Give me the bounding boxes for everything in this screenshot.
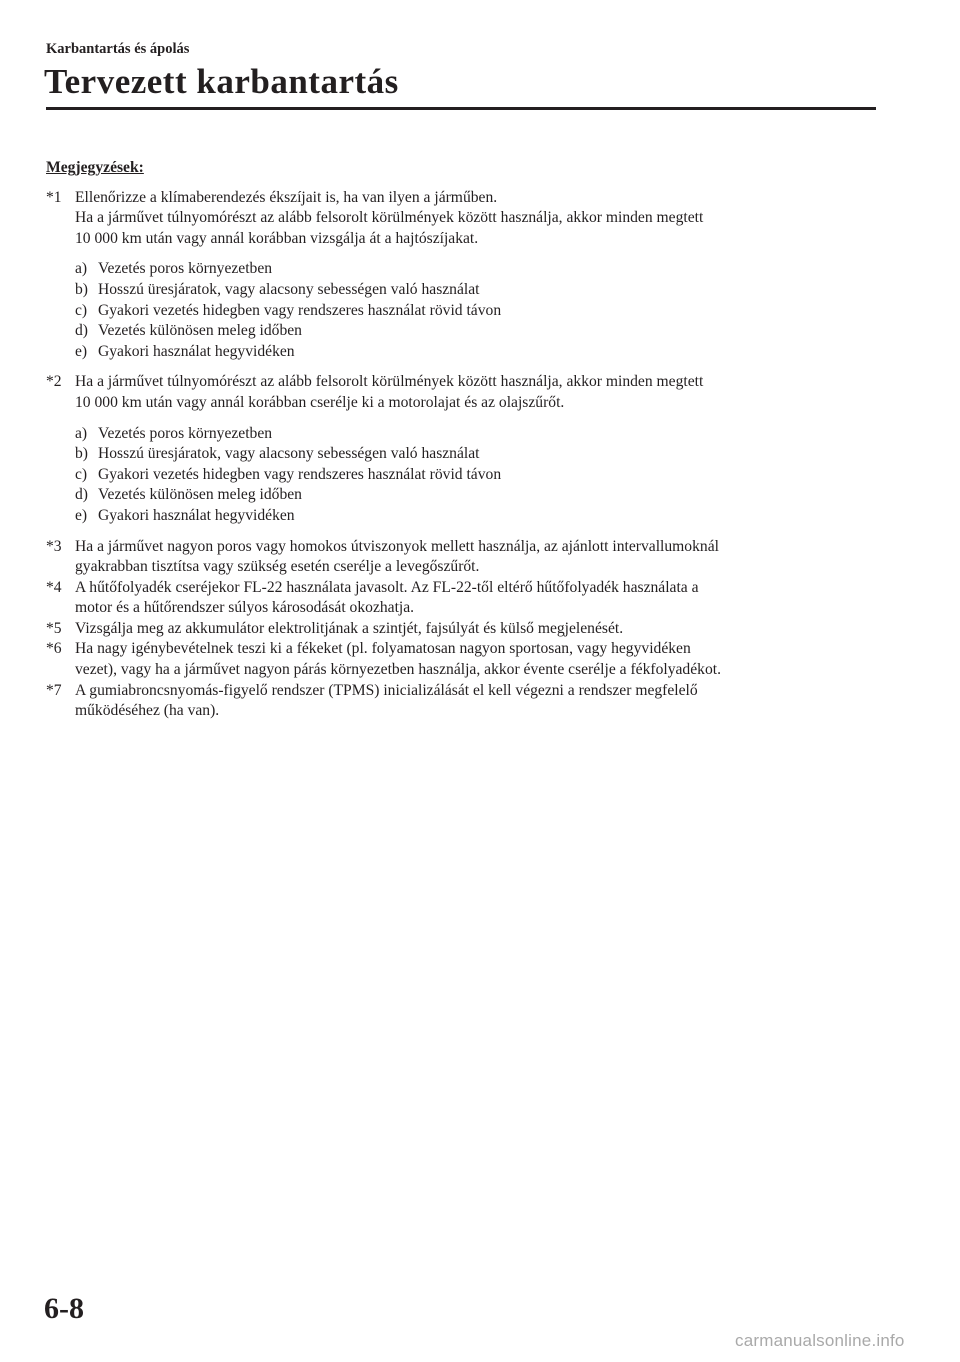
list-item-letter: c) [75,465,88,483]
list-item-letter: e) [75,506,88,524]
title-rule [46,107,876,110]
list-item [75,301,886,322]
list-item [75,259,886,280]
footnote-line: A hűtőfolyadék cseréjekor FL-22 használata javasolt. Az FL-22-től eltérő hűtőfolyadék használata a [75,578,699,596]
list-item-letter: b) [75,445,88,463]
footnote [46,578,886,619]
list-item [75,342,886,363]
section-label: Karbantartás és ápolás [46,41,190,57]
footnote-line: 10 000 km után vagy annál korábban cserélje ki a motorolajat és az olajszűrőt. [75,393,565,411]
page-number: 6-8 [44,1292,84,1325]
footnote-body [75,639,886,680]
list-item-letter: a) [75,260,88,278]
footnote [46,372,886,526]
condition-list [75,259,886,362]
list-item-letter: d) [75,486,88,504]
list-item-text: Gyakori vezetés hidegben vagy rendszeres használat rövid távon [98,301,502,319]
watermark: carmanualsonline.info [735,1331,905,1350]
footnote-line: Ha nagy igénybevételnek teszi ki a fékeket (pl. folyamatosan nagyon sportosan, vagy hegyvidéken [75,640,691,658]
footnote-row [46,537,886,578]
footnote-line: 10 000 km után vagy annál korábban vizsgálja át a hajtószíjakat. [75,229,479,247]
footnote-line: működéséhez (ha van). [75,702,220,720]
notes-heading: Megjegyzések: [46,159,144,176]
list-item-text: Gyakori használat hegyvidéken [98,506,295,524]
list-item-letter: b) [75,280,88,298]
list-item [75,444,886,465]
footnote-line: Ha a járművet túlnyomórészt az alább felsorolt körülmények között használja, akkor minden megtett [75,373,704,391]
footnote-row [46,619,886,640]
footnote-row [46,372,886,413]
footnote [46,619,886,640]
list-item [75,280,886,301]
list-item [75,321,886,342]
footnote-mark: *7 [46,681,62,699]
footnote [46,639,886,680]
page-title: Tervezett karbantartás [44,62,399,101]
footnote-line: gyakrabban tisztítsa vagy szükség esetén cserélje a levegőszűrőt. [75,558,480,576]
footnote-mark: *4 [46,578,62,596]
list-item-text: Gyakori használat hegyvidéken [98,342,295,360]
list-item-text: Gyakori vezetés hidegben vagy rendszeres használat rövid távon [98,465,502,483]
list-item-letter: c) [75,301,88,319]
list-item [75,424,886,445]
footnote-line: Ha a járművet túlnyomórészt az alább felsorolt körülmények között használja, akkor minden megtett [75,209,704,227]
list-item-text: Hosszú üresjáratok, vagy alacsony sebességen való használat [98,280,480,298]
list-item [75,485,886,506]
list-item-letter: d) [75,322,88,340]
footnote-body [75,578,886,619]
list-item-text: Vezetés poros környezetben [98,424,273,442]
footnote [46,681,886,722]
footnote-row [46,639,886,680]
list-item-text: Vezetés különösen meleg időben [98,322,302,340]
footnote-line: vezet), vagy ha a járművet nagyon párás környezetben használja, akkor évente cserélje a fékfolyadékot. [75,661,721,679]
list-item-letter: e) [75,342,88,360]
footnote-mark: *2 [46,373,62,391]
list-item-text: Vezetés különösen meleg időben [98,486,302,504]
list-item-text: Vezetés poros környezetben [98,260,273,278]
footnote-mark: *5 [46,619,62,637]
list-item [75,465,886,486]
footnote-body [75,619,886,640]
list-item-text: Hosszú üresjáratok, vagy alacsony sebességen való használat [98,445,480,463]
footnote-body [75,372,886,413]
footnote-body [75,681,886,722]
footnote-mark: *6 [46,640,62,658]
footnote-line: Ellenőrizze a klímaberendezés ékszíjait is, ha van ilyen a járműben. [75,188,498,206]
footnote-row [46,681,886,722]
footnote-body [75,188,886,250]
notes-content [46,158,886,722]
footnote-line: motor és a hűtőrendszer súlyos károsodását okozhatja. [75,599,415,617]
footnote-row [46,578,886,619]
list-item-letter: a) [75,424,88,442]
footnote-mark: *3 [46,537,62,555]
footnote-row [46,188,886,250]
footnote-body [75,537,886,578]
footnote-line: Vizsgálja meg az akkumulátor elektrolitjának a szintjét, fajsúlyát és külső megjelenését. [75,619,624,637]
footnote [46,188,886,363]
footnote-mark: *1 [46,188,62,206]
footnote [46,537,886,578]
list-item [75,506,886,527]
notes-list [46,188,886,722]
condition-list [75,424,886,527]
footnote-line: Ha a járművet nagyon poros vagy homokos útviszonyok mellett használja, az ajánlott intervallumoknál [75,537,719,555]
footnote-line: A gumiabroncsnyomás-figyelő rendszer (TPMS) inicializálását el kell végezni a rendszer megfelelő [75,681,698,699]
